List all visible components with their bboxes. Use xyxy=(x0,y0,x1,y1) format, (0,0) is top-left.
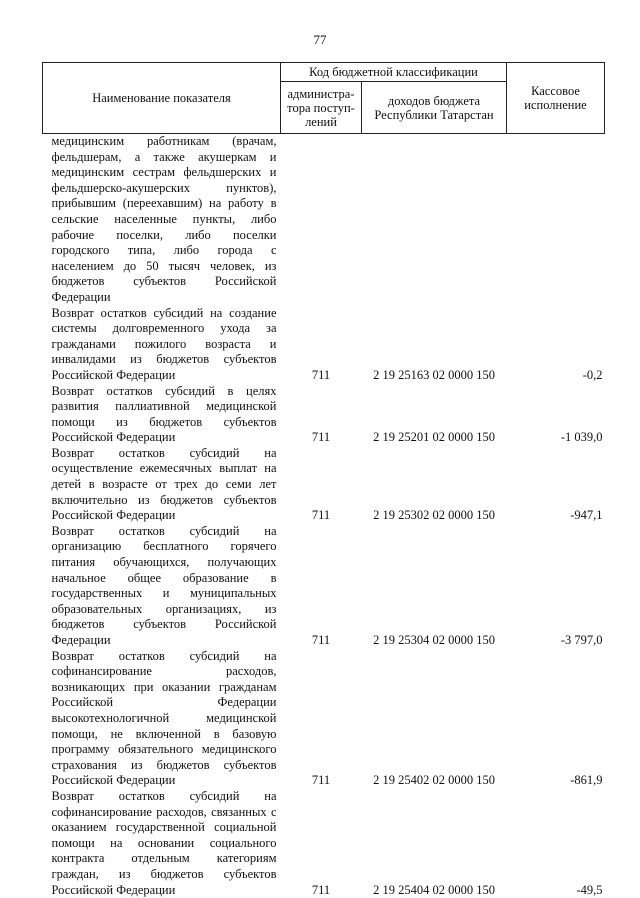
row-cash-value: -947,1 xyxy=(570,508,603,523)
table-row xyxy=(43,524,605,649)
table-row xyxy=(43,789,605,898)
budget-table xyxy=(42,62,605,898)
page-number: 77 xyxy=(313,32,327,47)
row-name: Возврат остатков субсидий на создание системы долговременного ухода за гражданами пожилого возраста и инвалидами из бюджетов субъектов Российской Федерации xyxy=(51,305,277,382)
row-name: Возврат остатков субсидий на софинансирование расходов, возникающих при оказании гражданам Российской Федерации высокотехнологичной медицинской помощи, не включенной в базовую программу обязательного медицинского страхования из бюджетов субъектов Российской Федерации xyxy=(51,648,277,788)
row-name: Возврат остатков субсидий на осуществление ежемесячных выплат на детей в возрасте от трех до семи лет включительно из бюджетов субъектов Российской Федерации xyxy=(51,445,277,523)
row-name: Возврат остатков субсидий на организацию бесплатного горячего питания обучающихся, получающих начальное общее образование в государственных и муниципальных образовательных организациях, из бюджетов субъектов Российской Федерации xyxy=(51,523,277,647)
row-admin-code: 711 xyxy=(311,508,331,523)
row-income-code: 2 19 25304 02 0000 150 xyxy=(373,633,495,647)
row-cash-value: -3 797,0 xyxy=(560,633,603,647)
row-income-code: 2 19 25404 02 0000 150 xyxy=(373,882,495,897)
header-admin: администра-тора поступ-лений xyxy=(281,82,362,134)
row-cash-value: -1 039,0 xyxy=(560,430,603,445)
table-row xyxy=(43,134,605,306)
header-cash: Кассовое исполнение xyxy=(507,63,605,134)
row-admin-code: 711 xyxy=(311,773,331,788)
row-income-code: 2 19 25163 02 0000 150 xyxy=(373,367,495,382)
row-admin-code: 711 xyxy=(311,633,331,647)
row-cash-value: -861,9 xyxy=(570,773,603,788)
row-cash-value: -49,5 xyxy=(576,882,603,897)
row-income-code: 2 19 25302 02 0000 150 xyxy=(373,508,495,523)
row-income-code xyxy=(362,134,507,306)
table-row xyxy=(43,306,605,384)
row-name: Возврат остатков субсидий в целях развития паллиативной медицинской помощи из бюджетов субъектов Российской Федерации xyxy=(51,383,277,445)
row-name: медицинским работникам (врачам, фельдшерам, а также акушеркам и медицинским сестрам фельдшерских и фельдшерско-акушерских пунктов), прибывшим (переехавшим) на работу в сельские населенные пункты, либо рабочие поселки, либо поселки городского типа, либо города с населением до 50 тысяч человек, из бюджетов субъектов Российской Федерации xyxy=(51,134,277,304)
row-income-code: 2 19 25201 02 0000 150 xyxy=(373,430,495,445)
header-code-group: Код бюджетной классификации xyxy=(281,63,507,82)
table-row xyxy=(43,384,605,446)
row-admin-code: 711 xyxy=(311,367,331,382)
header-income: доходов бюджета Республики Татарстан xyxy=(362,82,507,134)
row-cash-value: -0,2 xyxy=(582,367,603,382)
row-name: Возврат остатков субсидий на софинансирование расходов, связанных с оказанием государственной социальной помощи на основании социального контракта отдельным категориям граждан, из бюджетов субъектов Российской Федерации xyxy=(51,788,277,897)
row-admin-code: 711 xyxy=(311,430,331,445)
row-income-code: 2 19 25402 02 0000 150 xyxy=(373,773,495,788)
row-admin-code: 711 xyxy=(311,882,331,897)
table-row xyxy=(43,649,605,789)
row-cash-value xyxy=(507,134,605,306)
header-name: Наименование показателя xyxy=(43,63,281,134)
table-row xyxy=(43,446,605,524)
row-admin-code xyxy=(281,134,362,306)
